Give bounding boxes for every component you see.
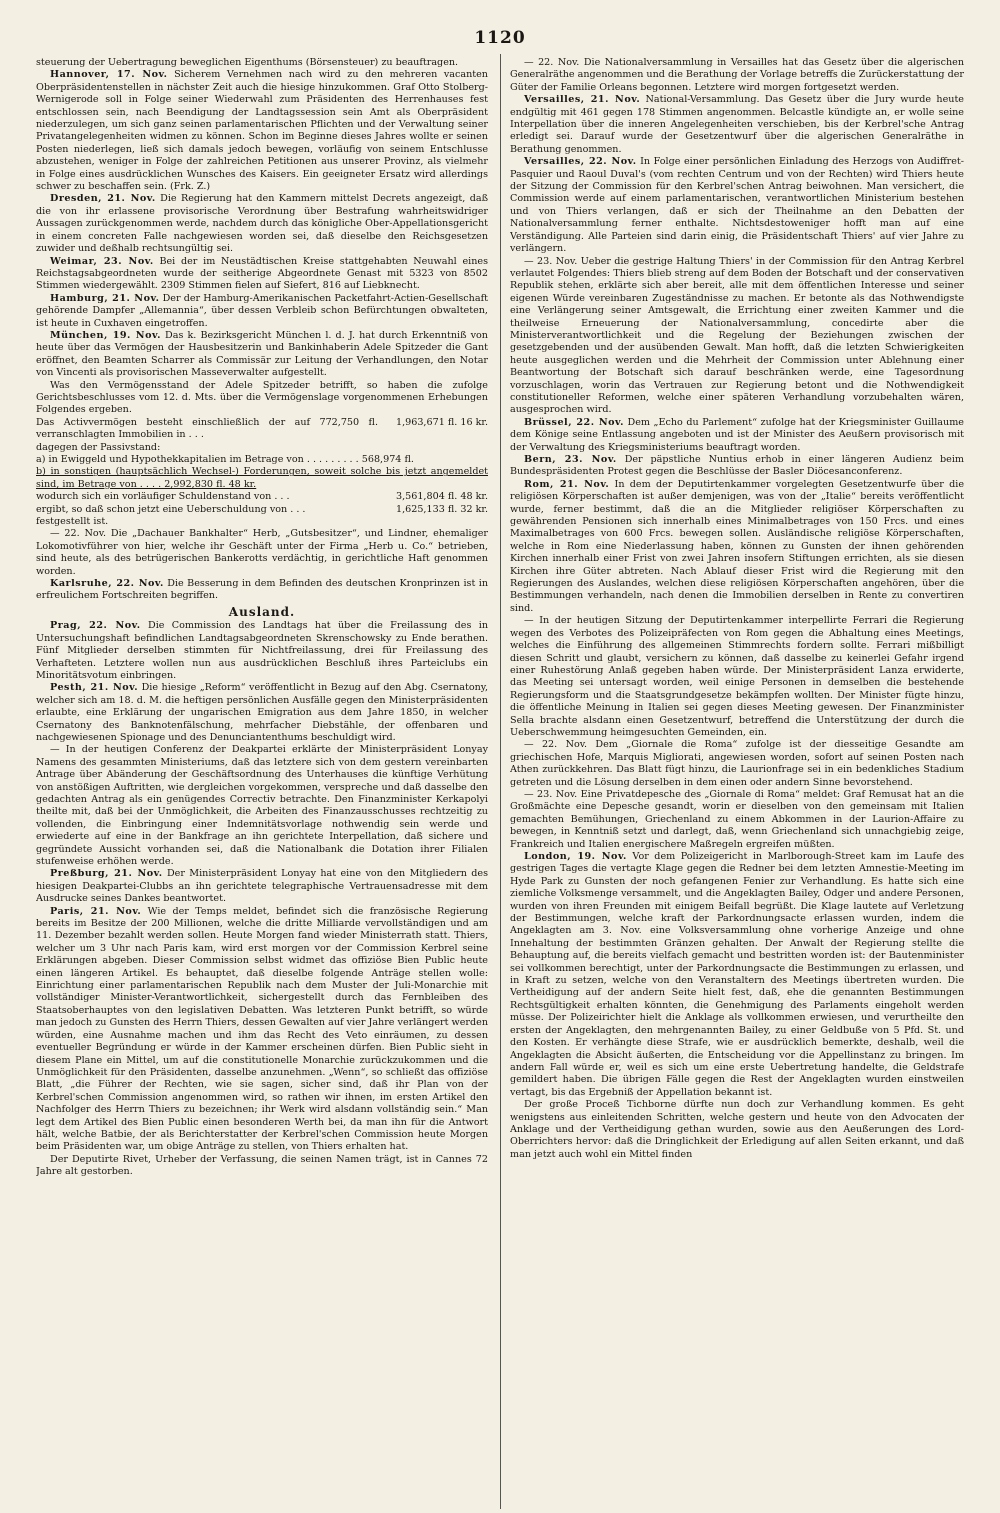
table-row — [36, 516, 488, 528]
article-paragraph: — 23. Nov. Eine Privatdepesche des „Giornale di Roma“ meldet: Graf Remusat hat an die Großmächte eine Depesche gesandt, worin er dieselben von den gemeinsam mit Italien gemachten Bemühungen, Griechenland zu einem Abkommen in der Laurion-Affaire zu bewegen, in Kenntniß setzt und darlegt, daß, wenn Griechenland sich unnachgiebig zeige, Frankreich und Italien energischere Maßregeln ergreifen müßten. — [510, 788, 964, 850]
article-text: National-Versammlung. Das Gesetz über die Jury wurde heute endgültig mit 461 gegen 178 Stimmen angenommen. Belcastle kündigte an, er wolle seine Interpellation über die inneren Angelegenheiten verschieben, bis der Kerbrel'sche Antrag erledigt sei. Darauf wurde der Gesetzentwurf über die algerischen Generalräthe in Berathung genommen. — [510, 94, 964, 155]
table-cell: b) in sonstigen (hauptsächlich Wechsel-) Forderungen, soweit solche bis jetzt angemeldet sind, im Betrage von . . . . 2,992,830 fl. 48 kr. — [36, 466, 488, 490]
article-weimar — [36, 256, 488, 293]
dateline: Paris, 21. Nov. — [50, 905, 142, 917]
article-karlsruhe — [36, 578, 488, 603]
article-muenchen — [36, 330, 488, 380]
dateline: Preßburg, 21. Nov. — [50, 868, 163, 880]
article-text: Die Commission des Landtags hat über die Freilassung des in Untersuchungshaft befindlichen Landtagsabgeordneten Skrenschowsky zu Ende berathen. Fünf Mitglieder derselben stimmten für Nichtfreilassung, drei für Freilassung des Verhafteten. Letztere wollen nun aus ausdrücklichen Beschluß ihres Parteiclubs ein Minoritätsvotum einbringen. — [36, 620, 488, 681]
article-bruessel — [510, 417, 964, 454]
article-pressburg — [36, 868, 488, 905]
article-hannover — [36, 69, 488, 193]
table-cell: a) in Ewiggeld und Hypothekkapitalien im Betrage von . . . . . . . . . 568,974 fl. — [36, 454, 414, 465]
article-text: Der päpstliche Nuntius erhob in einer längeren Audienz beim Bundespräsidenten Protest gegen die Beschlüsse der Basler Diöcesanconferenz. — [510, 454, 964, 478]
table-row — [36, 442, 488, 454]
table-cell: wodurch sich ein vorläufiger Schuldenstand von . . . — [36, 491, 290, 503]
dateline: Hannover, 17. Nov. — [50, 69, 168, 81]
article-paragraph: — 22. Nov. Dem „Giornale die Roma“ zufolge ist der diesseitige Gesandte am griechischen Hofe, Marquis Migliorati, angewiesen worden, sofort auf seinen Posten nach Athen zurückkehren. Das Blatt fügt hinzu, die Laurionfrage sei in ein bedenkliches Stadium getreten und die Lösung derselben in dem einen oder andern Sinne bevorstehend. — [510, 739, 964, 788]
article-paragraph: Was den Vermögensstand der Adele Spitzeder betrifft, so haben die zufolge Gerichtsbeschlusses vom 12. d. Mts. über die Vermögenslage vorgenommenen Erhebungen Folgendes ergeben. — [36, 379, 488, 416]
article-text: Die hiesige „Reform“ veröffentlicht in Bezug auf den Abg. Csernatony, welcher sich am 18. d. M. die heftigen persönlichen Ausfälle gegen den Ministerpräsidenten erlaubte, eine Erklärung der ungarischen Emigration aus dem Jahre 1850, in welcher Csernatony des Banknotenfälschung, mehrfacher Diebstähle, der offenbaren und nachgewiesenen Spionage und des Denunciantenthums beschuldigt wird. — [36, 682, 488, 743]
article-paragraph: — In der heutigen Conferenz der Deakpartei erklärte der Ministerpräsident Lonyay Namens des gesammten Ministeriums, daß das letztere sich von dem gestern vereinbarten Antrage über Abänderung der Geschäftsordnung des Unterhauses die künftige Verhütung von anstößigen Auftritten, wie dergleichen vorgekommen, verspreche und daß dasselbe den gedachten Antrag als ein genügendes Correctiv betrachte. Den Finanzminister Kerkapolyi theilte mit, daß bei der Unmöglichkeit, die Arbeiten des Finanzausschusses rechtzeitig zu vollenden, die Einbringung einer Indemnitätsvorlage nothwendig sein werde und erwiederte auf eine in der Bankfrage an ihn gerichtete Interpellation, daß sichere und gegründete Aussicht vorhanden sei, daß die Nationalbank die Dotation ihrer Filialen stufenweise erhöhen werde. — [36, 744, 488, 867]
table-row — [36, 466, 488, 491]
dateline: Hamburg, 21. Nov. — [50, 292, 160, 304]
table-amount: 1,625,133 fl. 32 kr. — [395, 503, 488, 515]
article-text: Die Regierung hat den Kammern mittelst Decrets angezeigt, daß die von ihr erlassene provisorische Verordnung über Bestrafung wahrheitswidriger Aussagen zurückgenommen werde, nachdem durch das königliche Ober-Appellationsgericht in einem concreten Falle nachgewiesen worden sei, daß dieselbe den Reichsgesetzen zuwider und deßhalb rechtsungültig sei. — [36, 193, 488, 255]
article-versailles-2 — [510, 156, 964, 255]
left-column — [36, 57, 488, 1509]
column-divider — [500, 54, 501, 1509]
article-text: Wie der Temps meldet, befindet sich die französische Regierung bereits im Besitze der 200 Millionen, welche die dritte Milliarde vervollständigen und am 11. Dezember bezahlt werden sollen. Heute Morgen fand wieder Ministerrath statt. Thiers, welcher um 3 Uhr nach Paris kam, wird erst morgen vor der Commission Kerbrel seine Erklärungen abgeben. Dieser Commission selbst widmet das offiziöse Bien Public heute einen längeren Artikel. Es behauptet, daß dieselbe folgende Anträge stellen wolle: Einrichtung einer parlamentarischen Republik nach dem Muster der Juli-Monarchie mit vollständiger Minister-Verantwortlichkeit, sichergestellt durch das Fernbleiben des Staatsoberhauptes von den legislativen Debatten. Was letzteren Punkt betrifft, so würde man jedoch zu Gunsten des Herrn Thiers, dessen Gewalten auf vier Jahre verlängert werden würden, eine Ausnahme machen und ihm das Recht des Veto einräumen, zu dessen eventueller Begründung er würde in der Kammer erscheinen dürfen. Bien Public sieht in diesem Plane ein Mittel, um auf die constitutionelle Monarchie zurückzukommen und die Unmöglichkeit für den Präsidenten, dasselbe anzunehmen. „Wenn“, so schließt das offiziöse Blatt, „die Führer der Rechten, wie sie sagen, sicher sind, daß ihr Plan von der Kerbrel'schen Commission angenommen wird, so rathen wir ihnen, im ersten Artikel den Nachfolger des Herrn Thiers zu bezeichnen; ihr Werk wird alsdann vollständig sein.“ Man legt dem Artikel des Bien Public einen besonderen Werth bei, da man ihn für die Antwort hält, welche Batbie, der als Berichterstatter der Kerbrel'schen Commission heute Morgen beim Präsidenten war, um obige Anträge zu stellen, von Thiers erhalten hat. — [36, 905, 488, 1153]
article-paragraph: — In der heutigen Sitzung der Deputirtenkammer interpellirte Ferrari die Regierung wegen des Verbotes des Polizeipräfecten von Rom gegen die Abhaltung eines Meetings, welches die Einführung des allgemeinen Stimmrechts fordern sollte. Ferrari mißbilligt diesen Schritt und glaubt, versichern zu können, daß dasselbe zu keinerlei Gefahr irgend einer Ruhestörung Anlaß gegeben haben würde. Der Ministerpräsident Lanza erwiderte, das Meeting sei untersagt worden, weil einige Personen in demselben die bestehende Regierungsform und die Staatsgrundgesetze bekämpfen wollten. Der Minister fügte hinzu, die öffentliche Meinung in Italien sei gegen dieses Meeting gewesen. Der Finanzminister Sella brachte alsdann einen Gesetzentwurf, betreffend die Unterstützung der durch die Ueberschwemmung heimgesuchten Gemeinden, ein. — [510, 615, 964, 738]
article-pesth — [36, 682, 488, 744]
article-rom — [510, 479, 964, 615]
table-cell: ergibt, so daß schon jetzt eine Ueberschuldung von . . . — [36, 503, 306, 515]
dateline: Weimar, 23. Nov. — [50, 255, 154, 267]
article-versailles — [510, 94, 964, 156]
dateline: Dresden, 21. Nov. — [50, 193, 156, 205]
article-text: Das k. Bezirksgericht München l. d. J. hat durch Erkenntniß von heute über das Vermögen der Hausbesitzerin und Bankinhaberin Adele Spitzeder die Gant eröffnet, den Beamten Scharrer als Commissär zur Leitung der Verhandlungen, den Notar von Vincenti als provisorischen Masseverwalter aufgestellt. — [36, 329, 488, 379]
dateline: Versailles, 22. Nov. — [524, 156, 637, 168]
article-text: Vor dem Polizeigericht in Marlborough-Street kam im Laufe des gestrigen Tages die vertagte Klage gegen die Redner bei dem letzten Amnestie-Meeting im Hyde Park zu Gunsten der noch gefangenen Fenier zur Verhandlung. Es hatte sich eine ziemliche Volksmenge versammelt, und die Angeklagten Bailey, Odger und andere Personen, wurden von ihren Freunden mit einigem Beifall begrüßt. Die Klage lautete auf Verletzung der Bestimmungen, welche kraft der Parkordnungsacte erlassen wurden, indem die Angeklagten am 3. Nov. eine Volksversammlung ohne vorherige Anzeige und ohne Innehaltung der bestimmten Gränzen gehalten. Der Anwalt der Regierung stellte die Behauptung auf, die bereits vielfach gemacht und bestritten worden ist: der Bautenminister sei vollkommen berechtigt, unter der Parkordnungsacte die Bestimmungen zu erlassen, und in Kraft zu setzen, welche von den Veranstaltern des Meetings übertreten wurden. Die Vertheidigung auf der andern Seite hielt fest, daß, ehe die genannten Bestimmungen Rechtsgültigkeit erhalten könnten, die Genehmigung des Parlaments eingeholt werden müsse. Der Polizeirichter hielt die Anklage als vollkommen erwiesen, und verurtheilte den ersten der Angeklagten, den mehrgenannten Bailey, zu einer Geldbuße von 5 Pfd. St. und den Kosten. Er verhängte diese Strafe, wie er ausdrücklich bemerkte, deshalb, weil die Angeklagten die Absicht äußerten, die Entscheidung vor die Appellinstanz zu bringen. Im andern Fall würde er, weil es sich um eine erste Uebertretung handelte, die Geldstrafe gemildert haben. Die übrigen Fälle gegen die Rest der Angeklagten wurden einstweilen vertagt, bis das Ergebniß der Appellation bekannt ist. — [510, 851, 964, 1098]
table-row — [36, 454, 488, 466]
article-paragraph: — 22. Nov. Die „Dachauer Bankhalter“ Herb, „Gutsbesitzer“, und Lindner, ehemaliger Lokomotivführer von hier, welche ihr Geschäft unter der Firma „Herb u. Co.“ betrieben, sind heute, als des betrügerischen Bankerotts verdächtig, in gerichtliche Haft genommen worden. — [36, 528, 488, 577]
dateline: Karlsruhe, 22. Nov. — [50, 578, 164, 590]
dateline: Prag, 22. Nov. — [50, 620, 141, 632]
article-paragraph: steuerung der Uebertragung beweglichen Eigenthums (Börsensteuer) zu beauftragen. — [36, 57, 459, 68]
article-paris — [36, 906, 488, 1154]
article-text: Sicherem Vernehmen nach wird zu den mehreren vacanten Oberpräsidentenstellen in nächster Zeit auch die hiesige hinzukommen. Graf Otto Stolberg-Wernigerode soll in Folge seiner Wiederwahl zum Präsidenten des Herrenhauses fest entschlossen sein, nach Beendigung der Landtagssession sein Amt als Oberpräsident niederzulegen, um sich ganz seinen parlamentarischen Pflichten und der Verwaltung seiner Privatangelegenheiten widmen zu können. Schon im Beginne dieses Jahres wollte er seinen Posten niederlegen, ließ sich damals jedoch bewegen, vorläufig von seinem Entschlusse abzustehen, weniger in Folge der zahlreichen Petitionen aus unserer Provinz, als vielmehr in Folge eines ausdrücklichen Wunsches des Kaisers. Ein geeigneter Ersatz wird allerdings schwer zu beschaffen sein. (Frk. Z.) — [36, 69, 488, 193]
dateline: München, 19. Nov. — [50, 329, 161, 341]
article-text: Der der Hamburg-Amerikanischen Packetfahrt-Actien-Gesellschaft gehörende Dampfer „Allemannia“, über dessen Verbleib schon Befürchtungen obwalteten, ist heute in Cuxhaven eingetroffen. — [36, 292, 488, 329]
dateline: London, 19. Nov. — [524, 851, 627, 862]
article-hamburg — [36, 293, 488, 330]
dateline: Pesth, 21. Nov. — [50, 682, 139, 694]
article-bern — [510, 454, 964, 479]
article-dresden — [36, 193, 488, 255]
article-paragraph: — 23. Nov. Ueber die gestrige Haltung Thiers' in der Commission für den Antrag Kerbrel verlautet Folgendes: Thiers blieb streng auf dem Boden der Botschaft und der conservativen Republik stehen, erklärte sich aber bereit, alle mit dem öffentlichen Interesse und seiner eigenen Würde vereinbaren Zugeständnisse zu machen. Er betonte als das Nothwendigste eine Verlängerung seiner Amtsgewalt, die Errichtung einer zweiten Kammer und die theilweise Erneuerung der Nationalversammlung, concedirte aber die Ministerverantwortlichkeit und die Regelung der Beziehungen zwischen der gesetzgebenden und der ausübenden Gewalt. Man hofft, daß die letzten Schwierigkeiten heute ausgeglichen werden und die Mehrheit der Commission unter Ablehnung einer Beantwortung der Botschaft sich darauf beschränken werde, eine Tagesordnung vorzuschlagen, worin das Vertrauen zur Regierung betont und die Nothwendigkeit constitutioneller Reformen, welche einer späteren Verhandlung vorzubehalten wären, ausgesprochen wird. — [510, 255, 964, 416]
article-london — [510, 851, 964, 1099]
table-cell: dagegen der Passivstand: — [36, 441, 161, 453]
dateline: Rom, 21. Nov. — [524, 478, 610, 490]
article-text: In dem der Deputirtenkammer vorgelegten Gesetzentwurfe über die religiösen Körperschaften ist außer demjenigen, was von der „Italie“ bereits veröffentlicht wurde, ferner bestimmt, daß die an die Mitglieder religiöser Körperschaften zu gewährenden Pensionen sich innerhalb eines Minimalbetrages von 150 Frcs. und eines Maximalbetrages von 600 Frcs. bewegen sollen. Ausländische religiöse Körperschaften, welche in Rom eine Niederlassung haben, können zu Gunsten der ihnen gehörenden Kirchen innerhalb einer Frist von zwei Jahren insofern Stiftungen errichten, als sie diesen Kirchen ihre Güter abtreten. Nach Ablauf dieser Frist wird die Regierung mit den Regierungen des Auslandes, welchen diese religiösen Körperschaften angehören, über die Bestimmungen verhandeln, nach denen die Immobilien derselben in Rente zu convertiren sind. — [510, 478, 964, 614]
dateline: Bern, 23. Nov. — [524, 454, 617, 465]
dateline: Versailles, 21. Nov. — [524, 94, 641, 106]
article-paragraph: Der große Proceß Tichborne dürfte nun doch zur Verhandlung kommen. Es geht wenigstens aus einleitenden Schritten, welche gestern und heute von den Advocaten der Anklage und der Vertheidigung gethan wurden, sowie aus den Aeußerungen des Lord-Oberrichters hervor: daß die Dringlichkeit der Erledigung auf allen Seiten erkannt, und daß man jetzt auch wohl ein Mittel finden — [510, 1099, 964, 1160]
article-text: Die Besserung in dem Befinden des deutschen Kronprinzen ist in erfreulichem Fortschreiten begriffen. — [36, 578, 488, 602]
asset-table — [36, 417, 488, 529]
article-text: In Folge einer persönlichen Einladung des Herzogs von Audiffret-Pasquier und Raoul Duval's (vom rechten Centrum und von der Rechten) wird Thiers heute der Sitzung der Commission für den Kerbrel'schen Antrag beiwohnen. Man versichert, die Commission werde auf einem parlamentarischen, verantwortlichen Ministerium bestehen und von Thiers verlangen, daß er sich der Theilnahme an den Debatten der Nationalversammlung ferner enthalte. Nichtsdestoweniger hofft man auf eine Verständigung. Alle Parteien sind darin einig, die Präsidentschaft Thiers' auf vier Jahre zu verlängern. — [510, 156, 964, 255]
table-amount: 3,561,804 fl. 48 kr. — [395, 491, 488, 503]
article-text: Der Ministerpräsident Lonyay hat eine von den Mitgliedern des hiesigen Deakpartei-Clubbs an ihn gerichtete telegraphische Vertrauensadresse mit dem Ausdrucke seines Dankes beantwortet. — [36, 868, 488, 905]
right-column — [510, 57, 964, 1509]
table-row — [36, 491, 488, 503]
article-text: Dem „Echo du Parlement“ zufolge hat der Kriegsminister Guillaume dem Könige seine Entlassung angeboten und ist der Minister des Aeußern provisorisch mit der Verwaltung des Kriegsministeriums beauftragt worden. — [510, 416, 964, 453]
table-cell: festgestellt ist. — [36, 516, 109, 528]
table-row — [36, 417, 488, 442]
page-number: 1120 — [474, 28, 526, 48]
article-paragraph: Der Deputirte Rivet, Urheber der Verfassung, die seinen Namen trägt, ist in Cannes 72 Jahre alt gestorben. — [36, 1153, 488, 1178]
table-cell: Das Activvermögen besteht einschließlich der auf 772,750 fl. verranschlagten Immobilien in . . . — [36, 416, 378, 441]
table-row — [36, 504, 488, 516]
dateline: Brüssel, 22. Nov. — [524, 416, 624, 428]
table-amount: 1,963,671 fl. 16 kr. — [395, 416, 488, 428]
article-paragraph: — 22. Nov. Die Nationalversammlung in Versailles hat das Gesetz über die algerischen Generalräthe angenommen und die Berathung der Vorlage betreffs die Zurückerstattung der Güter der Familie Orleans begonnen. Letztere wird morgen fortgesetzt werden. — [510, 57, 964, 93]
article-text: Bei der im Neustädtischen Kreise stattgehabten Neuwahl eines Reichstagsabgeordneten wurde der seitherige Abgeordnete Genast mit 5323 von 8502 Stimmen wiedergewählt. 2309 Stimmen fielen auf Siefert, 816 auf Liebknecht. — [36, 255, 488, 292]
section-heading-ausland: Ausland. — [228, 604, 296, 619]
article-prag — [36, 620, 488, 682]
